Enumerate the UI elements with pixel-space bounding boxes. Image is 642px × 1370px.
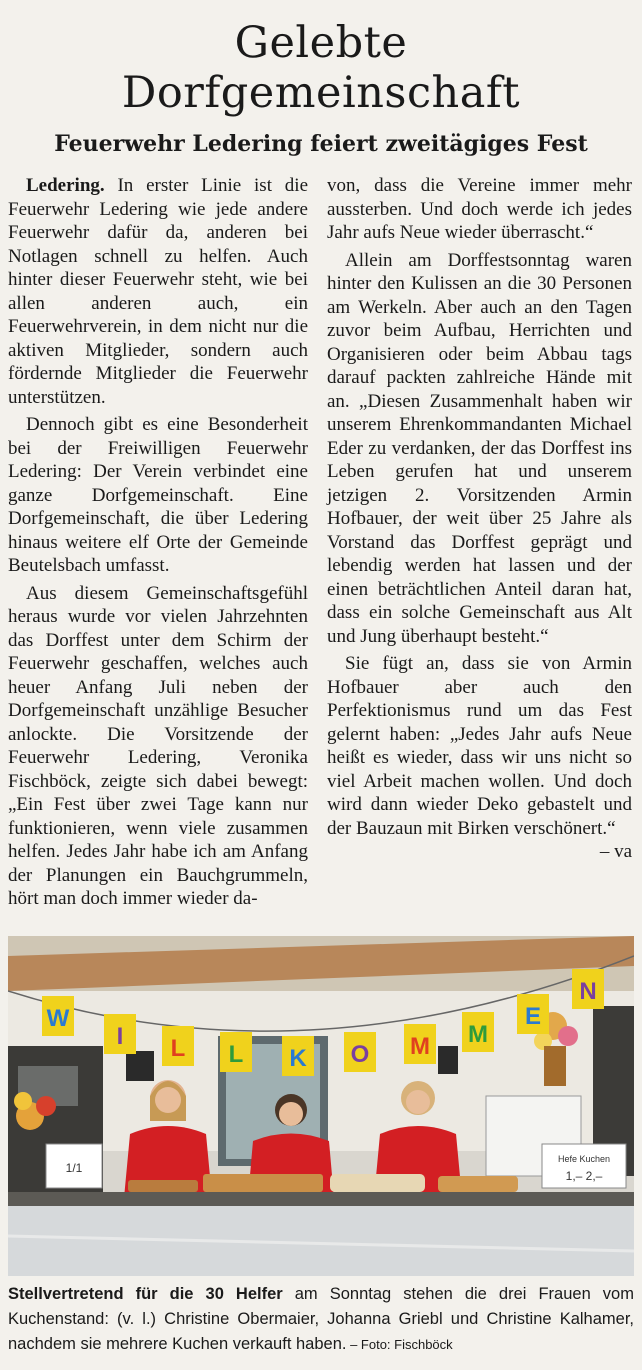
subheadline: Feuerwehr Ledering feiert zweitägiges Fest bbox=[54, 131, 588, 157]
dateline: Ledering. bbox=[26, 175, 105, 196]
photo-credit: – Foto: Fischböck bbox=[346, 1337, 453, 1352]
paragraph-text: Sie fügt an, dass sie von Armin Hofbauer aber auch den Perfektionismus rund um das Fest gelernt haben: „Jedes Jahr aufs Neue heißt es wieder, dass wir uns nicht so viel Arbeit machen wollen. Und doch wird dann wieder Deko gebastelt und der Bauzaun mit Birken verschönert.“ bbox=[327, 653, 632, 839]
article-paragraph bbox=[8, 174, 308, 409]
headline-line-1: Gelebte bbox=[234, 18, 408, 68]
banner-letter: L bbox=[228, 1041, 244, 1068]
headline bbox=[0, 18, 642, 118]
price-sign-right-prices: 1,– 2,– bbox=[565, 1169, 603, 1183]
banner-letter: W bbox=[46, 1005, 70, 1032]
article-paragraph: Dennoch gibt es eine Besonderheit bei der Freiwilligen Feuerwehr Ledering: Der Verein verbindet eine ganze Dorfgemeinschaft. Eine Dorfgemeinschaft, die über Ledering hinaus weitere elf Orte der Gemeinde Beutelsbach umfasst. bbox=[8, 414, 308, 576]
article-column-left bbox=[8, 174, 308, 915]
banner-letter: L bbox=[170, 1035, 186, 1062]
banner-letter: E bbox=[524, 1003, 542, 1030]
banner-letter: O bbox=[350, 1041, 370, 1068]
headline-line-2: Dorfgemeinschaft bbox=[121, 68, 521, 118]
article-paragraph: von, dass die Vereine immer mehr aussterben. Und doch werde ich jedes Jahr aufs Neue wieder überrascht.“ bbox=[327, 175, 632, 243]
banner-letter: K bbox=[289, 1045, 307, 1072]
photo-caption bbox=[8, 1282, 634, 1357]
photo-illustration bbox=[8, 936, 634, 1276]
paragraph-text: In erster Linie ist die Feuerwehr Ledering wie jede andere Feuerwehr dafür da, anderen bei Notlagen schnell zu helfen. Auch hinter dieser Feuerwehr steht, wie bei allen anderen auch, ein Feuerwehrverein, in dem nicht nur die aktiven Mitglieder, sondern auch fördernde Mitglieder die Feuerwehr unterstützen. bbox=[8, 175, 309, 408]
article-column-right bbox=[327, 174, 632, 864]
caption-text: am Sonntag stehen die drei Frauen vom Kuchenstand: (v. l.) Christine Obermaier, Johanna Griebl und Christine Kalhamer, nachdem sie mehrere Kuchen verkauft haben. bbox=[8, 1285, 634, 1353]
caption-lead: Stellvertretend für die 30 Helfer bbox=[8, 1285, 283, 1303]
banner-letter: N bbox=[579, 978, 597, 1005]
price-sign-right-title: Hefe Kuchen bbox=[557, 1154, 611, 1164]
article-paragraph: Allein am Dorffestsonntag waren hinter den Kulissen an die 30 Personen am Werkeln. Aber auch an den Tagen zuvor beim Aufbau, Herrichten und Organisieren oder beim Abbau tags darauf packten zahlreiche Hände mit an. „Diesen Zusammenhalt haben wir unserem Ehrenkommandanten Michael Eder zu verdanken, der das Dorffest ins Leben gerufen hat und unserem jetzigen 2. Vorsitzenden Armin Hofbauer, der weit über 25 Jahre als Vorstand das Dorffest geprägt und lebendig werden hat lassen und der einen beträchtlichen Anteil daran hat, dass ein solche Gemeinschaft aus Alt und Jung überhaupt besteht.“ bbox=[327, 249, 632, 647]
article-paragraph bbox=[327, 652, 632, 862]
banner-letter: M bbox=[410, 1033, 430, 1060]
banner-letter: I bbox=[116, 1023, 124, 1050]
price-sign-left: 1/1 bbox=[65, 1161, 83, 1175]
author-signature: – va bbox=[599, 841, 632, 862]
banner-letter: M bbox=[468, 1021, 488, 1048]
article-paragraph: Aus diesem Gemeinschaftsgefühl heraus wurde vor vielen Jahrzehnten das Dorffest unter dem Schirm der Feuerwehr geschaffen, welches auch heuer Anfang Juli neben der Dorfgemeinschaft unzählige Besucher anlockte. Die Vorsitzende der Feuerwehr Ledering, Veronika Fischböck, zeigte sich dabei bewegt: „Ein Fest über zwei Tage kann nur funktionieren, wenn viele zusammen helfen. Jedes Jahr habe ich am Anfang der Planungen ein Bauchgrummeln, hört man doch immer wieder da- bbox=[8, 582, 308, 909]
article-photo bbox=[8, 936, 634, 1276]
